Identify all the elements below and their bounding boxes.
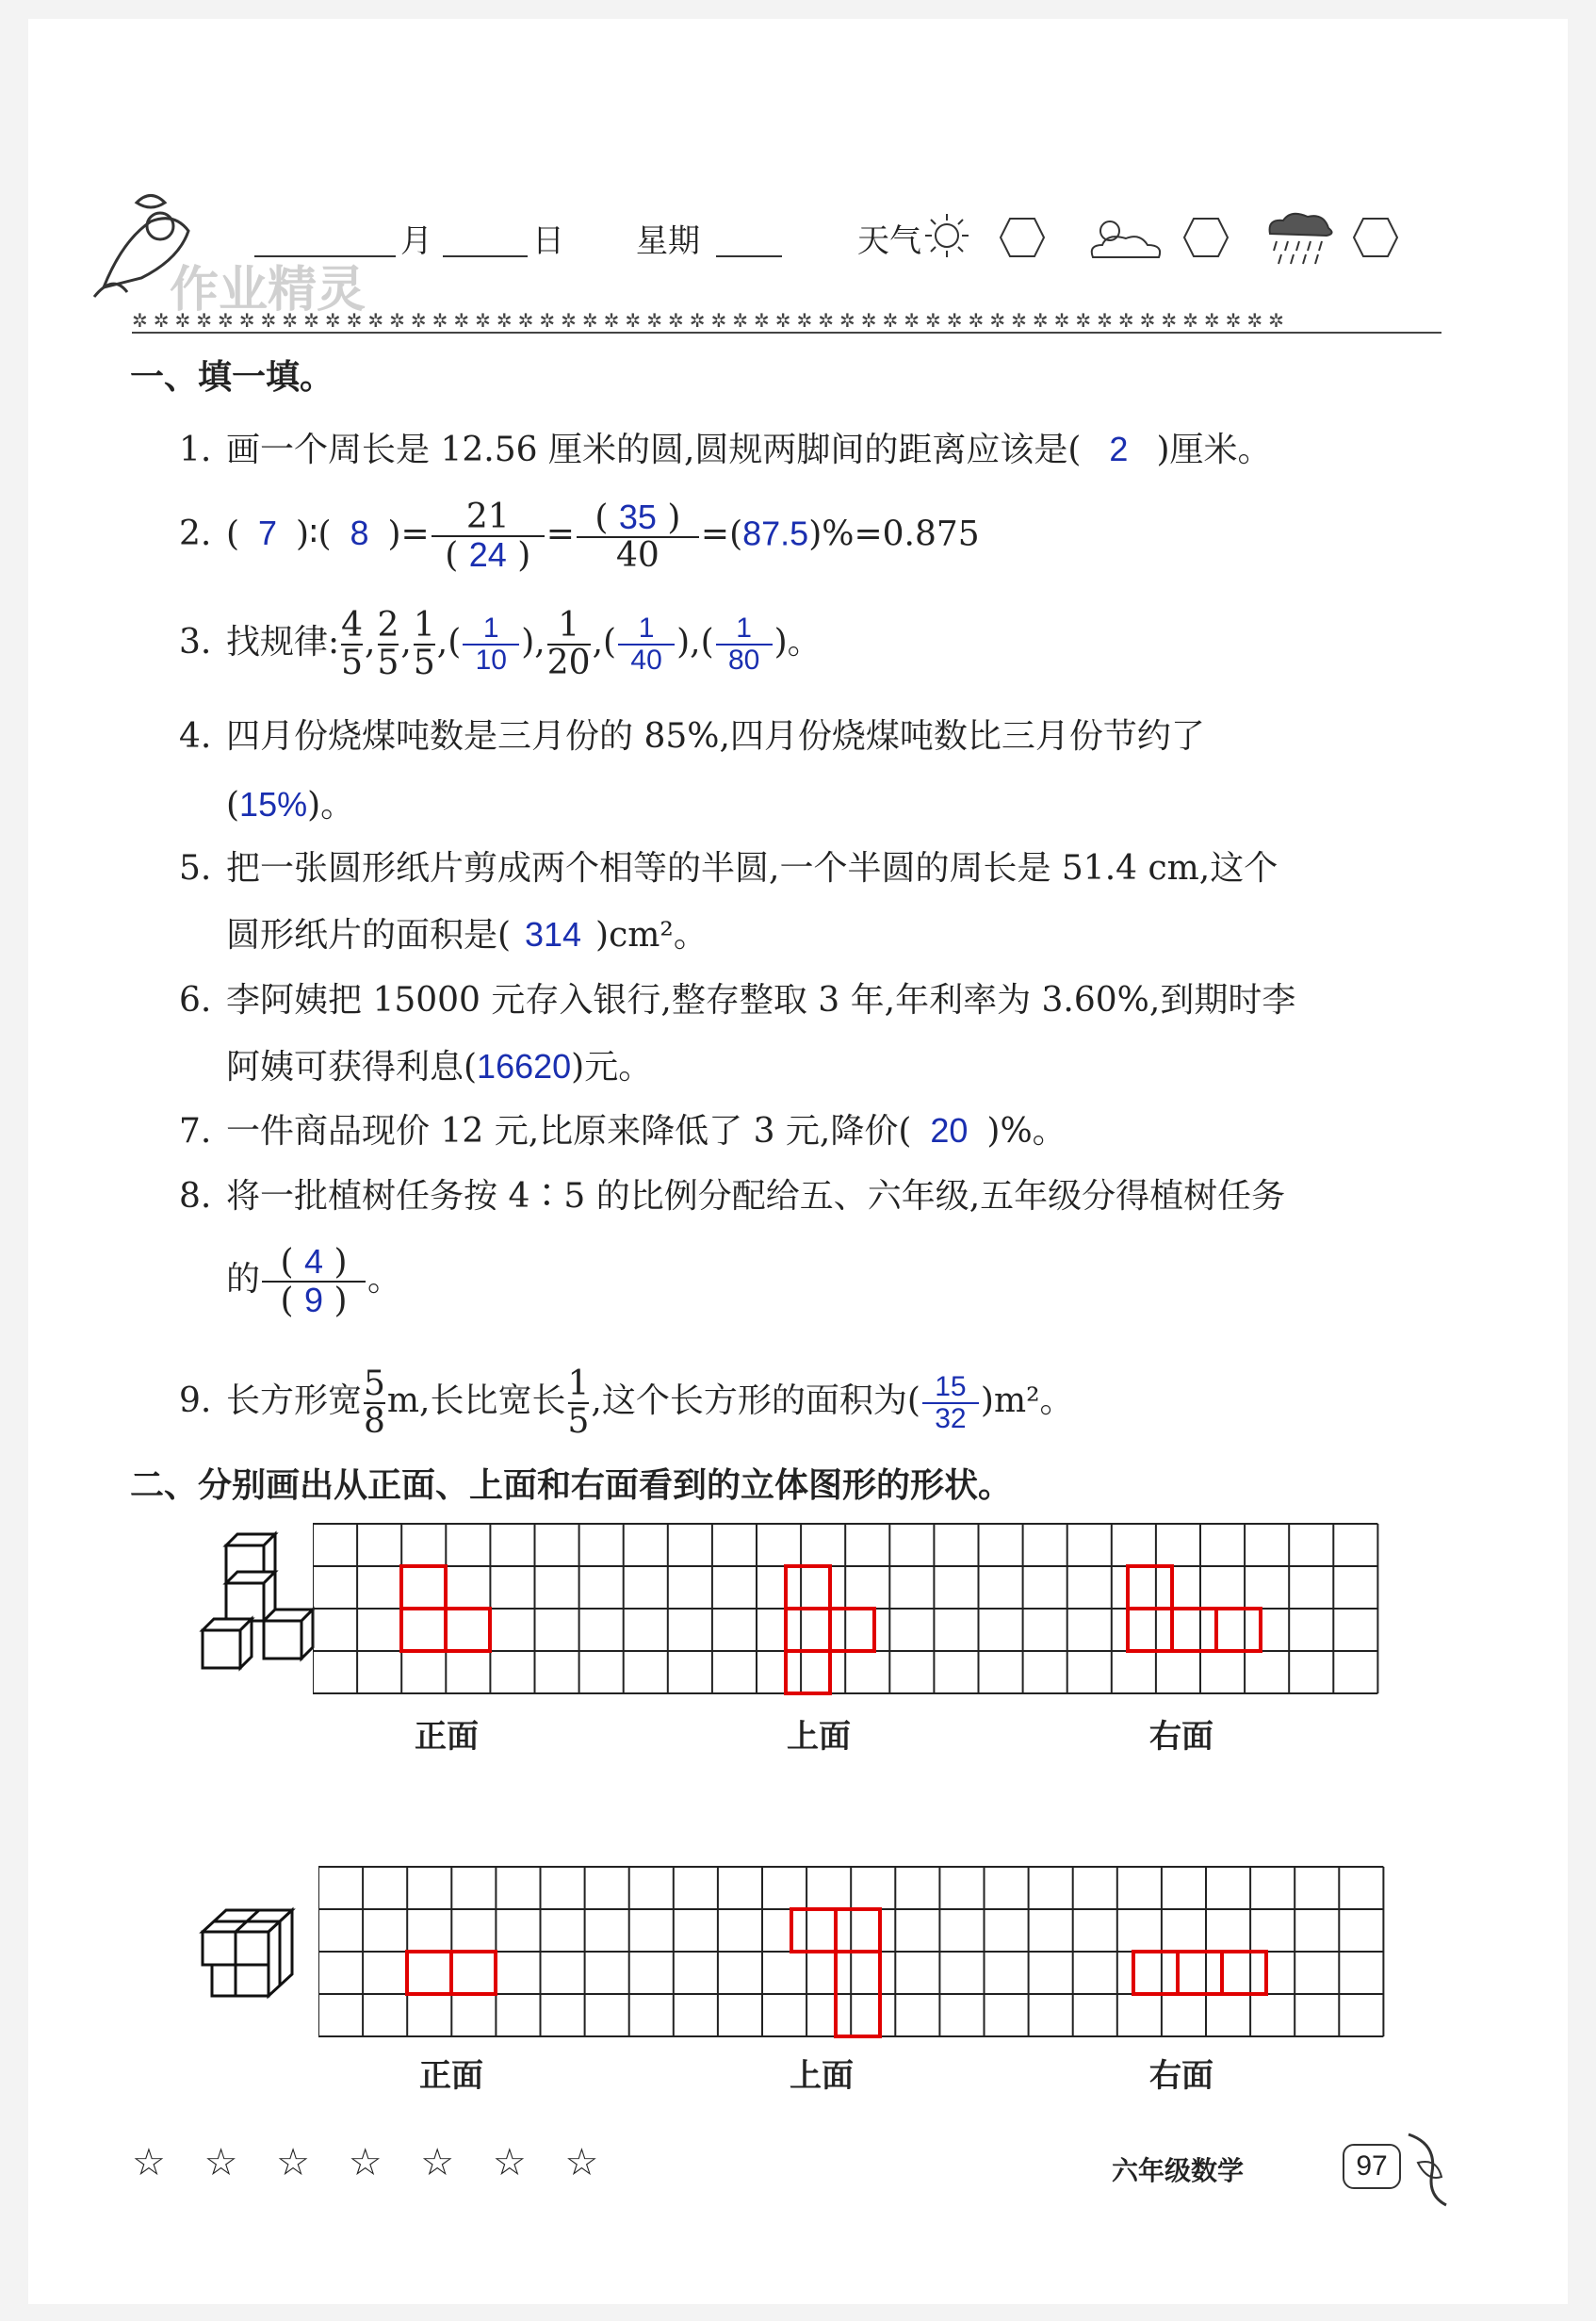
worksheet-page [28,19,1568,2304]
paren: )。 [307,786,355,825]
grid2-label-top: 上面 [790,2057,854,2095]
num: 1 [482,613,499,645]
q4-line-1: 四月份烧煤吨数是三月份的 85%,四月份烧煤吨数比三月份节约了 [226,717,1205,756]
section2-title: 二、分别画出从正面、上面和右面看到的立体图形的形状。 [130,1466,1013,1505]
right-view-drawing-2 [1133,1952,1266,1994]
q3-number: 3. [179,622,212,662]
q9-length-fraction [568,1366,590,1440]
den: 32 [922,1402,979,1434]
den: 5 [341,643,364,682]
question-8 [179,1176,1285,1218]
den: 8 [364,1401,385,1441]
question-6 [179,980,1295,1022]
right-view-drawing-1b [1128,1609,1261,1651]
q9-text-4: )m²。 [980,1381,1074,1420]
q6-line-2a: 阿姨可获得利息( [226,1048,478,1087]
day-label: 日 [532,222,564,260]
answer-grid-2 [318,1864,1416,2043]
num: 4 [341,606,364,645]
q8-answer-numerator: 4 [304,1242,324,1281]
num: 1 [736,613,752,645]
q6-line-1: 李阿姨把 15000 元存入银行,整存整取 3 年,年利率为 3.60%,到期时李 [226,981,1296,1020]
q5-number: 5. [179,849,212,888]
den: 80 [716,644,773,676]
q2-equals: )= [387,515,430,554]
q3-text: 找规律: [226,622,340,662]
footer-stars: ☆ ☆ ☆ ☆ ☆ ☆ ☆ [132,2141,612,2184]
grid1-label-right: 右面 [1149,1718,1213,1756]
q1-number: 1. [179,431,212,469]
q3-fraction-1 [341,608,363,681]
watermark-text: 作业精灵 [170,262,366,319]
q2-number: 2. [179,515,212,554]
q2-f2-numerator [577,499,699,536]
paren: ( [226,786,240,825]
q8-answer-denominator: 9 [304,1280,324,1319]
den: 5 [567,1401,590,1441]
q2-paren: ( [226,515,240,554]
q2-equals-2: = [546,515,575,554]
grid2-label-front: 正面 [419,2057,483,2095]
num: 2 [377,606,399,645]
q8-answer-num: ( 4 ) [280,1242,348,1282]
q5-line-2b: )cm²。 [595,916,708,955]
weather-label: 天气 [857,222,921,260]
num: 15 [935,1371,967,1403]
q1-text-b: )厘米。 [1156,431,1272,469]
cube-stack-figure-1 [170,1527,330,1696]
answer-grid-1 [313,1521,1410,1700]
q8-line-2a: 的 [226,1259,261,1299]
q3-fraction-2 [378,608,399,681]
q2-f2-denominator: 40 [577,536,699,574]
q1-answer: 2 [1109,430,1129,468]
num: 1 [567,1365,590,1403]
question-3: 3. 找规律: $\frac{4}{5}$ , $\frac{2}{5}$ , $\frac{1}{5}$ ,( $\frac{1}{10}$ ), $\frac{1}{20}$ ,( $\frac{1}{40}$ ),( $\frac{1}{80}$ )。 [179,606,822,682]
question-8-line-2 [226,1244,401,1319]
den: 40 [618,644,675,676]
q8-line-2b: 。 [367,1259,402,1299]
q2-answer-1: 7 [258,514,278,553]
q2-answer-5: 87.5 [742,514,809,553]
q3-answer-2 [618,613,675,675]
q7-answer: 20 [930,1111,969,1150]
day-blank [443,221,528,257]
leaf-corner-icon [1399,2125,1456,2210]
q2-fraction-1 [432,499,545,574]
q4-answer: 15% [239,785,308,824]
q8-number: 8. [179,1177,212,1216]
question-2 [179,499,980,574]
q6-number: 6. [179,981,212,1020]
q9-answer-fraction [922,1372,979,1433]
hexagon-checkbox-sunny[interactable] [999,217,1046,258]
q2-fraction-2 [577,499,699,574]
den: 5 [413,643,435,682]
paren: ) [517,535,531,575]
question-4 [179,716,1205,758]
q2-answer-3: 24 [468,534,507,574]
month-blank [254,221,396,257]
q1-text-a: 画一个周长是 12.56 厘米的圆,圆规两脚间的距离应该是( [226,431,1082,469]
den: 5 [377,643,399,682]
q2-answer-4: 35 [618,498,657,536]
q2-tail: )%=0.875 [808,515,980,554]
q9-text-2: m,长比宽长 [386,1381,566,1420]
cloudy-icon [1083,212,1168,264]
q5-answer: 314 [525,915,582,954]
weekday-label: 星期 [636,222,700,260]
q2-ratio: )∶( [296,515,332,554]
num: 1 [558,606,580,645]
q8-line-1: 将一批植树任务按 4∶5 的比例分配给五、六年级,五年级分得植树任务 [226,1177,1286,1216]
q7-text-b: )%。 [986,1112,1067,1151]
question-6-line-2 [226,1046,652,1088]
q5-line-1: 把一张圆形纸片剪成两个相等的半圆,一个半圆的周长是 51.4 cm,这个 [226,849,1278,888]
q2-answer-2: 8 [350,514,369,553]
q3-fraction-4 [547,608,591,681]
q4-number: 4. [179,717,212,756]
num: 5 [364,1365,385,1403]
q3-fraction-3 [414,608,435,681]
q5-line-2a: 圆形纸片的面积是( [226,916,512,955]
grid1-label-front: 正面 [415,1718,479,1756]
paren: ( [445,535,459,575]
num: 1 [638,613,655,645]
q9-number: 9. [179,1381,212,1420]
q3-end: )。 [774,622,822,662]
q2-f1-denominator [432,535,545,574]
q7-number: 7. [179,1112,212,1151]
grid2-label-right: 右面 [1149,2057,1213,2095]
q2-f1-numerator: 21 [465,498,510,536]
q8-answer-fraction [262,1244,366,1319]
paren: ( [594,499,609,537]
q8-answer-den: ( 9 ) [262,1281,366,1319]
hexagon-checkbox-cloudy[interactable] [1182,217,1230,258]
weekday-blank [716,221,782,257]
paren: ) [667,499,681,537]
q6-answer: 16620 [477,1047,572,1086]
sun-icon [923,212,970,259]
q9-width-fraction [364,1366,385,1440]
q9-text-3: ,这个长方形的面积为( [591,1381,920,1420]
month-label: 月 [400,222,432,260]
top-view-drawing-2 [791,1909,880,2036]
page-number: 97 [1343,2144,1401,2189]
question-5-line-2 [226,914,708,956]
section1-title: 一、填一填。 [130,358,334,397]
footer-subject: 六年级数学 [1112,2155,1245,2186]
q3-answer-1 [463,613,519,675]
den: 20 [546,643,591,682]
question-7 [179,1110,1067,1152]
top-view-drawing-1 [786,1566,830,1693]
den: 10 [463,644,519,676]
question-4-line-2 [226,784,354,826]
cube-stack-figure-2 [170,1899,330,2031]
question-9 [179,1366,1074,1440]
q9-text-1: 长方形宽 [226,1381,363,1420]
grid1-label-top: 上面 [787,1718,851,1756]
rain-icon [1262,207,1338,269]
num: 1 [413,606,435,645]
decorative-divider: ✲✲✲✲✲✲✲✲✲✲✲✲✲✲✲✲✲✲✲✲✲✲✲✲✲✲✲✲✲✲✲✲✲✲✲✲✲✲✲✲✲✲✲✲✲✲✲✲✲✲✲✲✲✲ [132,309,1441,334]
hexagon-checkbox-rainy[interactable] [1352,217,1399,258]
q6-line-2b: )元。 [571,1048,653,1087]
front-view-drawing-2 [407,1952,496,1994]
question-5 [179,848,1278,890]
q2-paren-2: =( [700,515,743,554]
question-1 [179,429,1271,471]
q3-answer-3 [716,613,773,675]
q7-text-a: 一件商品现价 12 元,比原来降低了 3 元,降价( [226,1112,912,1151]
